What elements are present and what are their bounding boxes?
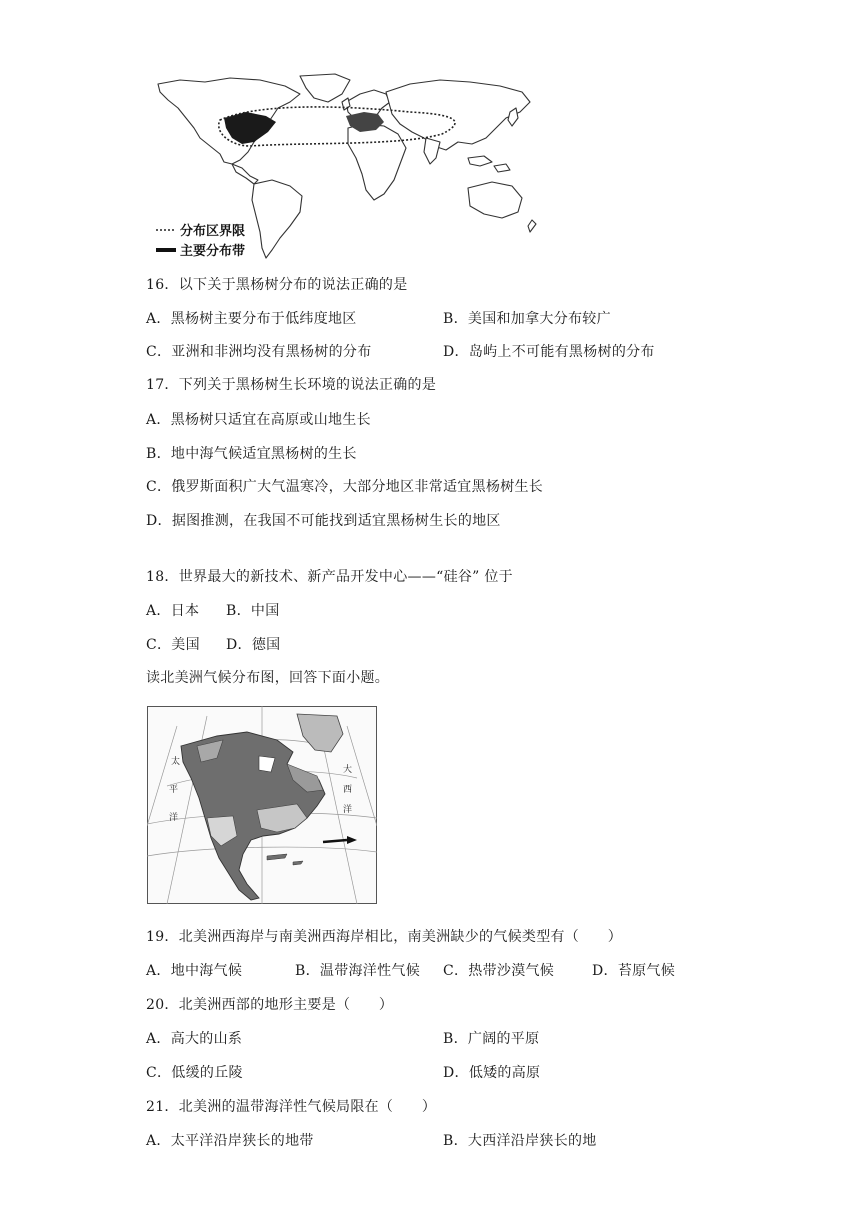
climate-map-figure bbox=[147, 706, 377, 904]
ocean-label-atlantic-3: 洋 bbox=[343, 805, 353, 815]
question-20-option-d[interactable]: D．低矮的高原 bbox=[443, 1065, 541, 1081]
ocean-label-pacific-2: 平 bbox=[169, 785, 179, 795]
ocean-label-atlantic-2: 西 bbox=[343, 785, 353, 795]
question-19-option-c[interactable]: C．热带沙漠气候 bbox=[443, 963, 555, 979]
ocean-label-atlantic-1: 大 bbox=[343, 765, 353, 775]
question-17-stem: 17．下列关于黑杨树生长环境的说法正确的是 bbox=[146, 377, 437, 393]
question-18-stem: 18．世界最大的新技术、新产品开发中心——“硅谷” 位于 bbox=[146, 569, 513, 585]
question-18-option-d[interactable]: D．德国 bbox=[226, 637, 281, 653]
question-20-option-c[interactable]: C．低缓的丘陵 bbox=[146, 1065, 243, 1081]
question-20-option-b[interactable]: B．广阔的平原 bbox=[443, 1031, 540, 1047]
question-19-option-d[interactable]: D．苔原气候 bbox=[592, 963, 676, 979]
question-17-option-d[interactable]: D．据图推测，在我国不可能找到适宜黑杨树生长的地区 bbox=[146, 513, 501, 529]
question-16-option-d[interactable]: D．岛屿上不可能有黑杨树的分布 bbox=[443, 344, 655, 360]
ocean-label-pacific-3: 洋 bbox=[169, 813, 179, 823]
question-19-stem: 19．北美洲西海岸与南美洲西海岸相比，南美洲缺少的气候类型有（ ） bbox=[146, 929, 623, 945]
ocean-label-pacific-1: 太 bbox=[171, 757, 181, 767]
world-map-figure bbox=[150, 72, 538, 262]
question-19-option-b[interactable]: B．温带海洋性气候 bbox=[295, 963, 420, 979]
question-21-option-a[interactable]: A．太平洋沿岸狭长的地带 bbox=[146, 1133, 314, 1149]
question-21-option-b[interactable]: B．大西洋沿岸狭长的地 bbox=[443, 1133, 597, 1149]
question-18-option-c[interactable]: C．美国 bbox=[146, 637, 200, 653]
question-17-option-c[interactable]: C．俄罗斯面积广大气温寒冷，大部分地区非常适宜黑杨树生长 bbox=[146, 479, 544, 495]
question-17-option-b[interactable]: B．地中海气候适宜黑杨树的生长 bbox=[146, 446, 357, 462]
question-16-stem: 16．以下关于黑杨树分布的说法正确的是 bbox=[146, 277, 408, 293]
question-16-option-c[interactable]: C．亚洲和非洲均没有黑杨树的分布 bbox=[146, 344, 372, 360]
question-18-option-b[interactable]: B．中国 bbox=[226, 603, 280, 619]
question-18-option-a[interactable]: A．日本 bbox=[146, 603, 200, 619]
legend-boundary-label: 分布区界限 bbox=[180, 224, 246, 239]
question-16-option-a[interactable]: A．黑杨树主要分布于低纬度地区 bbox=[146, 311, 357, 327]
question-17-option-a[interactable]: A．黑杨树只适宜在高原或山地生长 bbox=[146, 412, 371, 428]
world-distribution-map bbox=[150, 72, 538, 262]
question-20-stem: 20．北美洲西部的地形主要是（ ） bbox=[146, 997, 394, 1013]
question-20-option-a[interactable]: A．高大的山系 bbox=[146, 1031, 243, 1047]
map-reading-intro: 读北美洲气候分布图，回答下面小题。 bbox=[146, 670, 390, 686]
legend-belt-label: 主要分布带 bbox=[180, 244, 246, 259]
question-21-stem: 21．北美洲的温带海洋性气候局限在（ ） bbox=[146, 1099, 437, 1115]
north-america-climate-map bbox=[147, 706, 377, 904]
question-16-option-b[interactable]: B．美国和加拿大分布较广 bbox=[443, 311, 611, 327]
question-19-option-a[interactable]: A．地中海气候 bbox=[146, 963, 243, 979]
